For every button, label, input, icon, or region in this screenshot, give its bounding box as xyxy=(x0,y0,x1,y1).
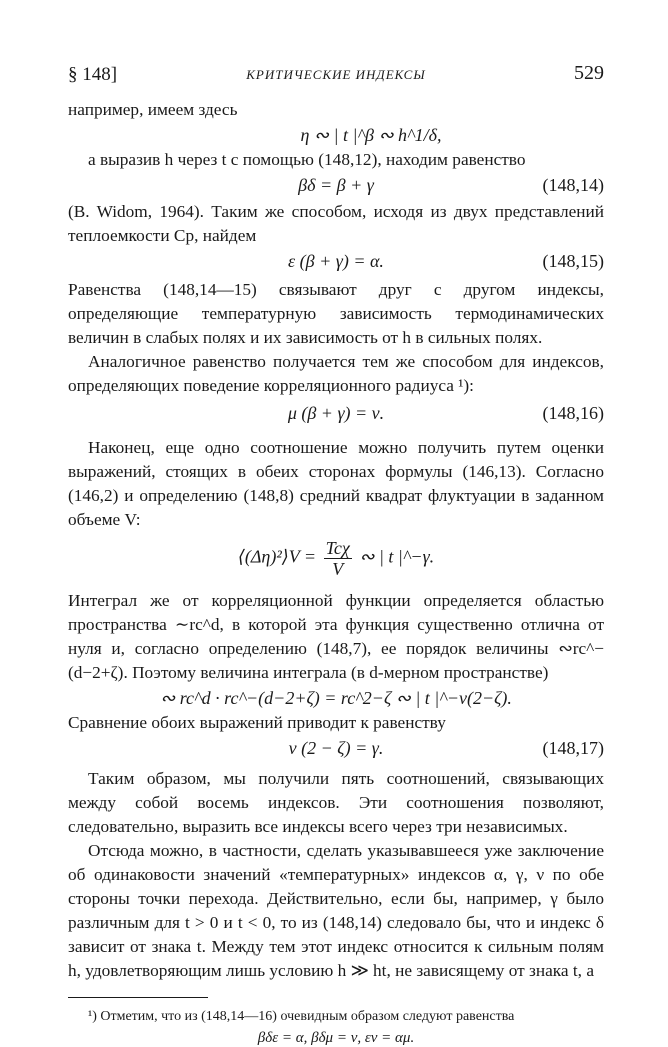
equation-148-15-number: (148,15) xyxy=(542,251,604,271)
equation-148-14-number: (148,14) xyxy=(542,175,604,195)
equation-148-17-formula: ν (2 − ζ) = γ. xyxy=(288,738,384,758)
paragraph-4: Равенства (148,14—15) связывают друг с другом индексы, определяющие температурную зависимость термодинамических величин в слабых полях и их зависимость от h в сильных полях. xyxy=(68,280,604,347)
equation-integral: ∾ rc^d · rc^−(d−2+ζ) = rc^2−ζ ∾ | t |^−ν(2−ζ). xyxy=(160,688,512,708)
fraction-denominator: V xyxy=(332,559,344,579)
equation-148-14 xyxy=(68,172,604,198)
paragraph-10: Отсюда можно, в частности, сделать указывавшееся уже заключение об одинаковости значений «температурных» индексов α, γ, ν по обе стороны точки перехода. Действительно, если бы, например, γ было различным для t > 0 и t < 0, то из (148,14) следовало бы, что и индекс δ зависит от знака t. Между тем этот индекс относится к сильным полям h, удовлетворяющим лишь условию h ≫ ht, не зависящему от знака t, а xyxy=(68,841,604,980)
equation-148-15 xyxy=(68,248,604,274)
book-page xyxy=(68,62,604,1047)
equation-fluctuation-fraction xyxy=(324,538,352,579)
equation-fluctuation-right: ∾ | t |^−γ. xyxy=(359,546,435,567)
fraction-numerator: Tcχ xyxy=(325,538,350,558)
paragraph-9: Таким образом, мы получили пять соотношений, связывающих между собой восемь индексов. Эти соотношения позволяют, следовательно, выразить все индексы всего через три независимых. xyxy=(68,769,604,836)
equation-148-14-formula: βδ = β + γ xyxy=(298,175,374,195)
section-reference: § 148] xyxy=(68,64,118,85)
paragraph-5: Аналогичное равенство получается тем же способом для индексов, определяющих поведение корреляционного радиуса ¹): xyxy=(68,352,604,395)
paragraph-7: Интеграл же от корреляционной функции определяется областью пространства ∼rc^d, в которой эта функция существенно отлична от нуля и, согласно определению (148,7), ее порядок величины ∾rc^−(d−2+ζ). Поэтому величина интеграла (в d-мерном пространстве) xyxy=(68,591,604,682)
equation-148-17-number: (148,17) xyxy=(542,738,604,758)
equation-fluctuation xyxy=(68,538,604,579)
paragraph-3: (B. Widom, 1964). Таким же способом, исходя из двух представлений теплоемкости Cp, найдем xyxy=(68,202,604,245)
paragraph-6: Наконец, еще одно соотношение можно получить путем оценки выражений, стоящих в обеих сторонах формулы (146,13). Согласно (146,2) и определению (148,8) средний квадрат флуктуации в заданном объеме V: xyxy=(68,438,604,529)
equation-148-16-number: (148,16) xyxy=(542,403,604,423)
paragraph-1: например, имеем здесь xyxy=(68,100,238,119)
footnote-divider xyxy=(68,997,208,998)
footnote-text: ¹) Отметим, что из (148,14—16) очевидным образом следуют равенства xyxy=(88,1009,515,1024)
page-number: 529 xyxy=(574,62,604,84)
equation-fluctuation-left: ⟨(Δη)²⟩V = xyxy=(237,546,317,567)
page-header xyxy=(68,62,604,88)
equation-eta: η ∾ | t |^β ∾ h^1/δ, xyxy=(300,125,442,145)
equation-148-17 xyxy=(68,735,604,761)
equation-148-15-formula: ε (β + γ) = α. xyxy=(288,251,384,271)
footnote-equation: βδε = α, βδμ = ν, εν = αμ. xyxy=(257,1030,415,1046)
paragraph-2: а выразив h через t с помощью (148,12), находим равенство xyxy=(88,150,526,169)
paragraph-8: Сравнение обоих выражений приводит к равенству xyxy=(68,713,446,732)
running-title: КРИТИЧЕСКИЕ ИНДЕКСЫ xyxy=(246,67,426,82)
equation-148-16-formula: μ (β + γ) = ν. xyxy=(287,403,385,423)
equation-148-16 xyxy=(68,400,604,426)
